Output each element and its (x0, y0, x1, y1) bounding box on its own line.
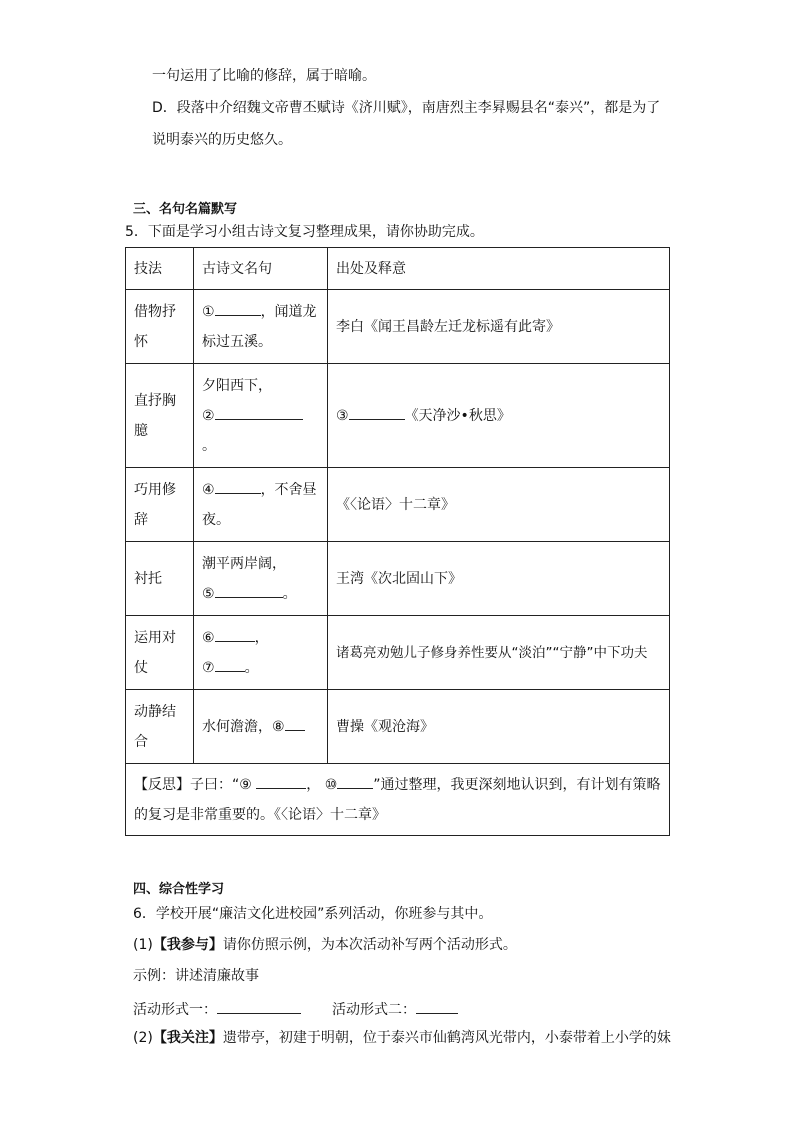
quote-text: 。 (202, 437, 216, 454)
answer-blank[interactable] (215, 299, 261, 316)
quote-text: 夕阳西下， (202, 377, 272, 394)
source-cell (328, 364, 670, 468)
source-cell: 王湾《次北固山下》 (328, 542, 670, 616)
blank-marker: ③ (336, 407, 349, 424)
reflection-prefix: 【反思】子曰：“ (134, 776, 240, 793)
source-cell: 李白《闻王昌龄左迁龙标遥有此寄》 (328, 290, 670, 364)
blank-marker: ⑤ (202, 585, 215, 602)
activity-form-1 (133, 997, 301, 1020)
example-line: 示例：讲述清廉故事 (133, 968, 259, 984)
question-6: 6．学校开展“廉洁文化进校园”系列活动，你班参与其中。 (133, 906, 493, 922)
option-d-text: D．段落中介绍魏文帝曹丕赋诗《济川赋》，南唐烈主李昪赐县名“泰兴”，都是为了 (152, 100, 661, 116)
table-header-row (126, 248, 670, 290)
answer-blank[interactable] (217, 997, 301, 1014)
part-number: (1) (133, 937, 153, 953)
quote-text: 。 (282, 585, 297, 602)
option-c-continuation: 一句运用了比喻的修辞，属于暗喻。 (152, 68, 376, 84)
quote-cell (194, 290, 328, 364)
technique-cell: 直抒胸臆 (126, 364, 194, 468)
section-title-4: 四、综合性学习 (133, 882, 225, 897)
answer-blank[interactable] (215, 477, 261, 494)
blank-marker: ⑦ (202, 659, 215, 676)
answer-blank[interactable] (215, 403, 303, 420)
part-text: 遗带亭，初建于明朝，位于泰兴市仙鹤湾风光带内，小泰带着上小学的妹 (222, 1030, 671, 1046)
part-number: (2) (133, 1030, 153, 1046)
technique-cell: 借物抒怀 (126, 290, 194, 364)
part-tag: 【我关注】 (152, 1030, 223, 1046)
answer-blank[interactable] (285, 714, 305, 731)
answer-blank[interactable] (337, 772, 373, 789)
question-5: 5．下面是学习小组古诗文复习整理成果，请你协助完成。 (125, 224, 484, 240)
table-row (126, 616, 670, 690)
blank-marker: ⑨ (239, 776, 252, 793)
table-row (126, 290, 670, 364)
blank-marker: ④ (202, 481, 215, 498)
quote-cell (194, 364, 328, 468)
quote-cell (194, 690, 328, 764)
form-label: 活动形式一： (133, 1002, 217, 1018)
blank-marker: ① (202, 303, 215, 320)
quote-cell (194, 616, 328, 690)
section-title-3: 三、名句名篇默写 (133, 202, 238, 217)
answer-blank[interactable] (215, 581, 283, 598)
quote-text: 水何澹澹， (202, 718, 272, 735)
quote-text: ，不舍昼夜。 (202, 481, 317, 528)
answer-blank[interactable] (215, 655, 245, 672)
header-source: 出处及释意 (328, 248, 670, 290)
technique-cell: 巧用修辞 (126, 468, 194, 542)
answer-blank[interactable] (349, 403, 405, 420)
poem-table (125, 247, 670, 836)
quote-cell (194, 468, 328, 542)
header-quote: 古诗文名句 (194, 248, 328, 290)
table-row (126, 468, 670, 542)
part-2 (133, 1028, 671, 1048)
technique-cell: 运用对仗 (126, 616, 194, 690)
blank-marker: ② (202, 407, 215, 424)
blank-marker: ⑥ (202, 629, 215, 646)
table-row (126, 690, 670, 764)
blank-marker: ⑩ (324, 776, 338, 793)
header-technique: 技法 (126, 248, 194, 290)
quote-text: 。 (244, 659, 259, 676)
quote-text: ，闻道龙标过五溪。 (202, 303, 317, 350)
table-row (126, 542, 670, 616)
answer-blank[interactable] (256, 772, 306, 789)
technique-cell: 动静结合 (126, 690, 194, 764)
source-cell: 《〈论语〉十二章》 (328, 468, 670, 542)
option-d-continuation: 说明泰兴的历史悠久。 (152, 132, 292, 148)
reflection-row (126, 764, 670, 836)
source-cell: 曹操《观沧海》 (328, 690, 670, 764)
source-text: 《天净沙•秋思》 (404, 407, 511, 424)
answer-blank[interactable] (416, 997, 458, 1014)
quote-cell (194, 542, 328, 616)
activity-form-2 (332, 997, 458, 1020)
reflection-cell (126, 764, 670, 836)
quote-text: 潮平两岸阔， (202, 555, 286, 572)
form-label: 活动形式二： (332, 1002, 416, 1018)
part-1 (133, 935, 517, 955)
part-tag: 【我参与】 (152, 937, 223, 953)
reflection-sep: ， (306, 776, 321, 793)
table-row (126, 364, 670, 468)
part-text: 请你仿照示例，为本次活动补写两个活动形式。 (222, 937, 517, 953)
reflection-suffix: ”通过整理，我更深刻地认识到，有计划有策略的复习是非常重要的。《〈论语〉十二章》 (134, 776, 661, 823)
source-cell: 诸葛亮劝勉儿子修身养性要从“淡泊”“宁静”中下功夫 (328, 616, 670, 690)
technique-cell: 衬托 (126, 542, 194, 616)
quote-sep: ， (254, 629, 269, 646)
blank-marker: ⑧ (272, 718, 285, 735)
answer-blank[interactable] (215, 625, 255, 642)
